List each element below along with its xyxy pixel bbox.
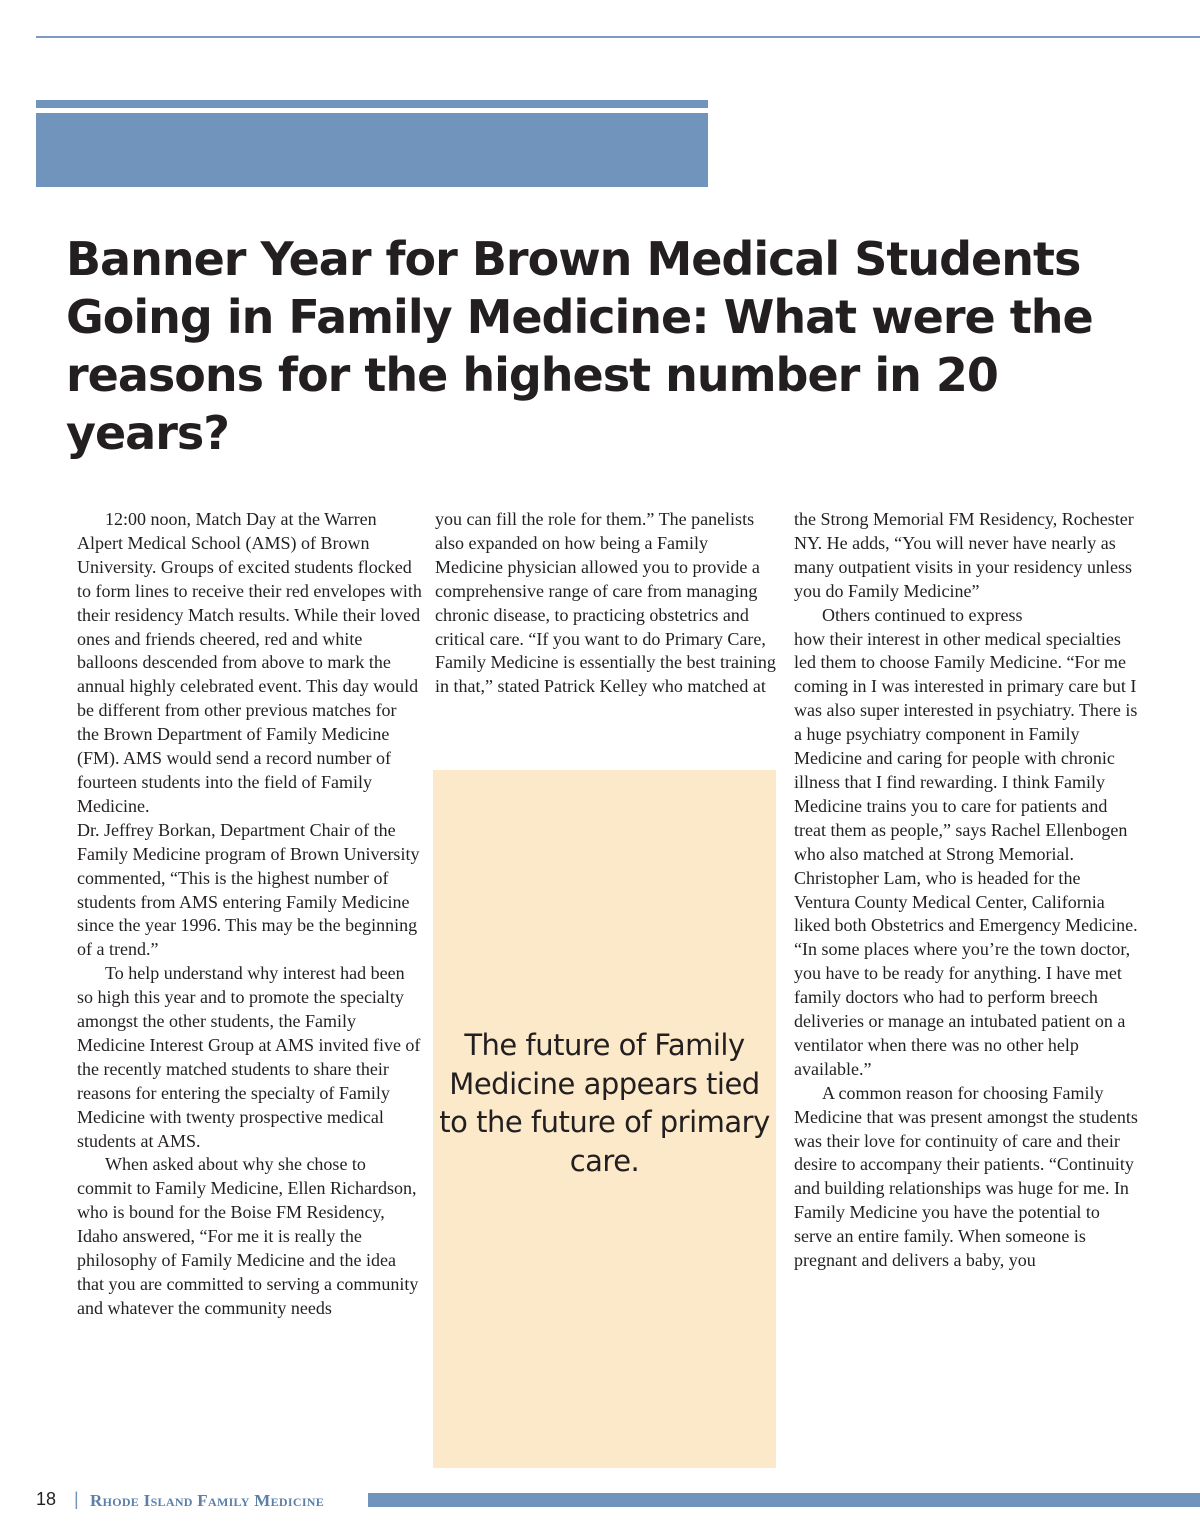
banner-thin-bar xyxy=(36,100,708,108)
paragraph: Others continued to express xyxy=(822,604,1023,625)
pull-quote-box xyxy=(433,770,776,1468)
paragraph: When asked about why she chose to commit to Family Medicine, Ellen Richardson, who is bound for the Boise FM Residency, Idaho answered, “For me it is really the philosophy of Family Medicine and the idea that you are committed to serving a community and whatever the community needs xyxy=(77,1154,419,1318)
paragraph: you can fill the role for them.” The panelists also expanded on how being a Family Medicine physician allowed you to provide a comprehensive range of care from managing chronic disease, to practicing obstetrics and critical care. “If you want to do Primary Care, Family Medicine is essentially the best training in that,” stated Patrick Kelley who matched at xyxy=(435,509,776,697)
article-column-3 xyxy=(794,508,1139,1273)
article-column-1 xyxy=(77,508,422,1321)
footer-separator: | xyxy=(74,1489,79,1509)
paragraph: A common reason for choosing Family Medicine that was present amongst the students was their love for continuity of care and their desire to accompany their patients. “Continuity and building relationships was huge for me. In Family Medicine you have the potential to serve an entire family. When someone is pregnant and delivers a baby, you xyxy=(794,1082,1138,1271)
paragraph: Dr. Jeffrey Borkan, Department Chair of the Family Medicine program of Brown University commented, “This is the highest number of students from AMS entering Family Medicine since the year 1996. This may be the beginning of a trend.” xyxy=(77,819,420,960)
paragraph: 12:00 noon, Match Day at the Warren Alpert Medical School (AMS) of Brown University. Groups of excited students flocked to form lines to receive their red envelopes with their residency Match results. While their loved ones and friends cheered, red and white balloons descended from above to mark the annual highly celebrated event. This day would be different from other previous matches for the Brown Department of Family Medicine (FM). AMS would send a record number of fourteen students into the field of Family Medicine. xyxy=(77,509,422,816)
page-number: 18 xyxy=(36,1489,57,1509)
top-rule xyxy=(36,36,1200,38)
paragraph: To help understand why interest had been so high this year and to promote the specialty amongst the other students, the Family Medicine Interest Group at AMS invited five of the recently matched students to share their reasons for entering the specialty of Family Medicine with twenty prospective medical students at AMS. xyxy=(77,963,421,1151)
paragraph: how their interest in other medical specialties led them to choose Family Medicine. “For me coming in I was interested in primary care but I was also super interested in psychiatry. There is a huge psychiatry component in Family Medicine and caring for people with chronic illness that I find rewarding. I think Family Medicine trains you to care for patients and treat them as people,” says Rachel Ellenbogen who also matched at Strong Memorial. Christopher Lam, who is headed for the Ventura County Medical Center, California liked both Obstetrics and Emergency Medicine. “In some places where you’re the town doctor, you have to be ready for anything. I have met family doctors who had to perform breech deliveries or manage an intubated patient on a ventilator when there was no other help available.” xyxy=(794,628,1138,1079)
publication-title: Rhode Island Family Medicine xyxy=(90,1491,325,1510)
footer-bar xyxy=(368,1493,1200,1507)
pull-quote: The future of Family Medicine appears tied to the future of primary care. xyxy=(439,1028,770,1178)
page-title: Banner Year for Brown Medical Students Going in Family Medicine: What were the reasons for the highest number in 20 years? xyxy=(66,232,1093,460)
article-column-2 xyxy=(435,508,780,699)
banner-block xyxy=(36,113,708,187)
paragraph: the Strong Memorial FM Residency, Rochester NY. He adds, “You will never have nearly as many outpatient visits in your residency unless you do Family Medicine” xyxy=(794,509,1134,601)
